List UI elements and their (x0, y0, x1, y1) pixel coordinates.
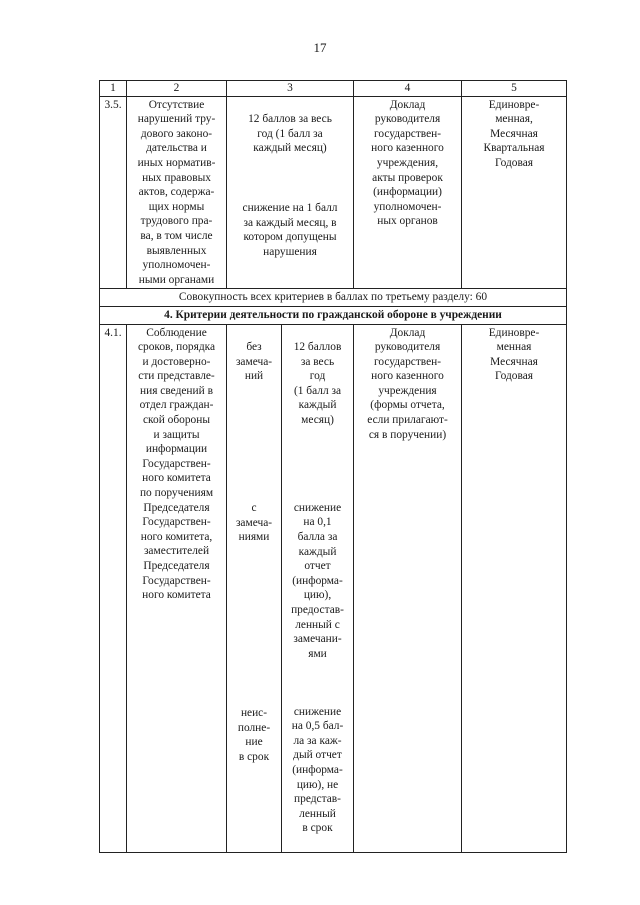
condition-with-remarks: с замеча- ниями (235, 502, 273, 544)
table-header-row (100, 81, 567, 97)
criterion-text: Отсутствие нарушений тру- дового законо- дательства и иных норматив- ных правовых актов, содержа- щих нормы трудового пра- ва, в том числе выявленных уполномочен- ными органами (127, 96, 227, 289)
page-number: 17 (313, 40, 327, 55)
header-col-4: 4 (354, 81, 462, 97)
periodicity-cell: Единовре- менная, Месячная Квартальная Годовая (462, 96, 567, 289)
points-no-remarks: 12 баллов за весь год (1 балл за каждый месяц) (293, 341, 342, 427)
criteria-table (99, 80, 567, 853)
row-number: 3.5. (100, 96, 127, 289)
condition-cell (227, 324, 282, 852)
source-cell: Доклад руководителя государствен- ного казенного учреждения, акты проверок (информации) уполномочен- ных органов (354, 96, 462, 289)
score-cell (227, 96, 354, 289)
total-row (100, 289, 567, 307)
header-col-3: 3 (227, 81, 354, 97)
row-number: 4.1. (100, 324, 127, 852)
section-heading-row (100, 306, 567, 324)
points-not-on-time: снижение на 0,5 бал- ла за каж- дый отчет (информа- цию), не представ- ленный в срок (291, 705, 344, 835)
score-base: 12 баллов за весь год (1 балл за каждый месяц) (248, 113, 332, 155)
section-4-title: 4. Критерии деятельности по гражданской обороне в учреждении (100, 306, 567, 324)
points-with-remarks: снижение на 0,1 балла за каждый отчет (информа- цию), предостав- ленный с замечани- ями (291, 501, 344, 660)
criterion-text: Соблюдение сроков, порядка и достоверно- сти представле- ния сведений в отдел граждан- ской обороны и защиты информации Государствен- ного комитета по поручениям Председателя Государствен- ного комитета, заместителей Председателя Государствен- ного комитета (127, 324, 227, 852)
score-reduction: снижение на 1 балл за каждый месяц, в котором допущены нарушения (242, 202, 338, 258)
header-col-1: 1 (100, 81, 127, 97)
periodicity-cell: Единовре- менная Месячная Годовая (462, 324, 567, 852)
source-cell: Доклад руководителя государствен- ного казенного учреждения (формы отчета, если прилагают- ся в поручении) (354, 324, 462, 852)
condition-not-on-time: неис- полне- ние в срок (237, 707, 271, 763)
condition-no-remarks: без замеча- ний (235, 341, 273, 383)
header-col-2: 2 (127, 81, 227, 97)
points-cell (282, 324, 354, 852)
header-col-5: 5 (462, 81, 567, 97)
table-row-3-5 (100, 96, 567, 289)
section-3-total: Совокупность всех критериев в баллах по третьему разделу: 60 (100, 289, 567, 307)
table-row-4-1 (100, 324, 567, 852)
